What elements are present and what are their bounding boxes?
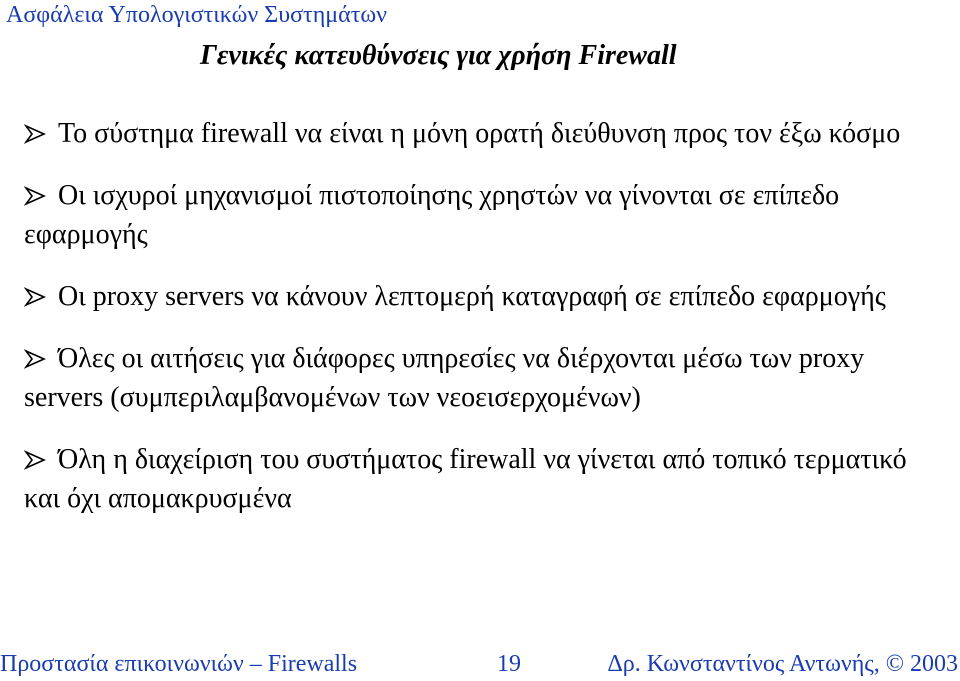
- bullet-item: [24, 176, 944, 254]
- bullet-text: Οι proxy servers να κάνουν λεπτομερή καταγραφή σε επίπεδο εφαρμογής: [58, 281, 886, 312]
- slide-footer: [0, 648, 960, 681]
- arrow-bullet-icon: [24, 287, 46, 307]
- arrow-bullet-icon: [24, 450, 46, 470]
- bullet-text: Όλες οι αιτήσεις για διάφορες υπηρεσίες να διέρχονται μέσω των proxy servers (συμπεριλαμβανομένων των νεοεισερχομένων): [24, 343, 865, 413]
- arrow-bullet-icon: [24, 186, 46, 206]
- bullet-item: [24, 114, 944, 153]
- bullet-item: [24, 440, 944, 518]
- footer-topic: Προστασία επικοινωνιών – Firewalls: [0, 651, 358, 677]
- footer-author: Δρ. Κωνσταντίνος Αντωνής, © 2003: [607, 651, 958, 677]
- bullet-list: [24, 114, 944, 541]
- course-header: Ασφάλεια Υπολογιστικών Συστημάτων: [6, 2, 387, 28]
- bullet-text: Το σύστημα firewall να είναι η μόνη ορατή διεύθυνση προς τον έξω κόσμο: [58, 118, 901, 149]
- arrow-bullet-icon: [24, 124, 46, 144]
- bullet-text: Οι ισχυροί μηχανισμοί πιστοποίησης χρηστών να γίνονται σε επίπεδο εφαρμογής: [24, 180, 840, 250]
- slide-title: Γενικές κατευθύνσεις για χρήση Firewall: [200, 40, 677, 71]
- arrow-bullet-icon: [24, 349, 46, 369]
- page-number: 19: [497, 651, 521, 677]
- bullet-item: [24, 277, 944, 316]
- bullet-text: Όλη η διαχείριση του συστήματος firewall να γίνεται από τοπικό τερματικό και όχι απομακρυσμένα: [24, 444, 907, 514]
- bullet-item: [24, 339, 944, 417]
